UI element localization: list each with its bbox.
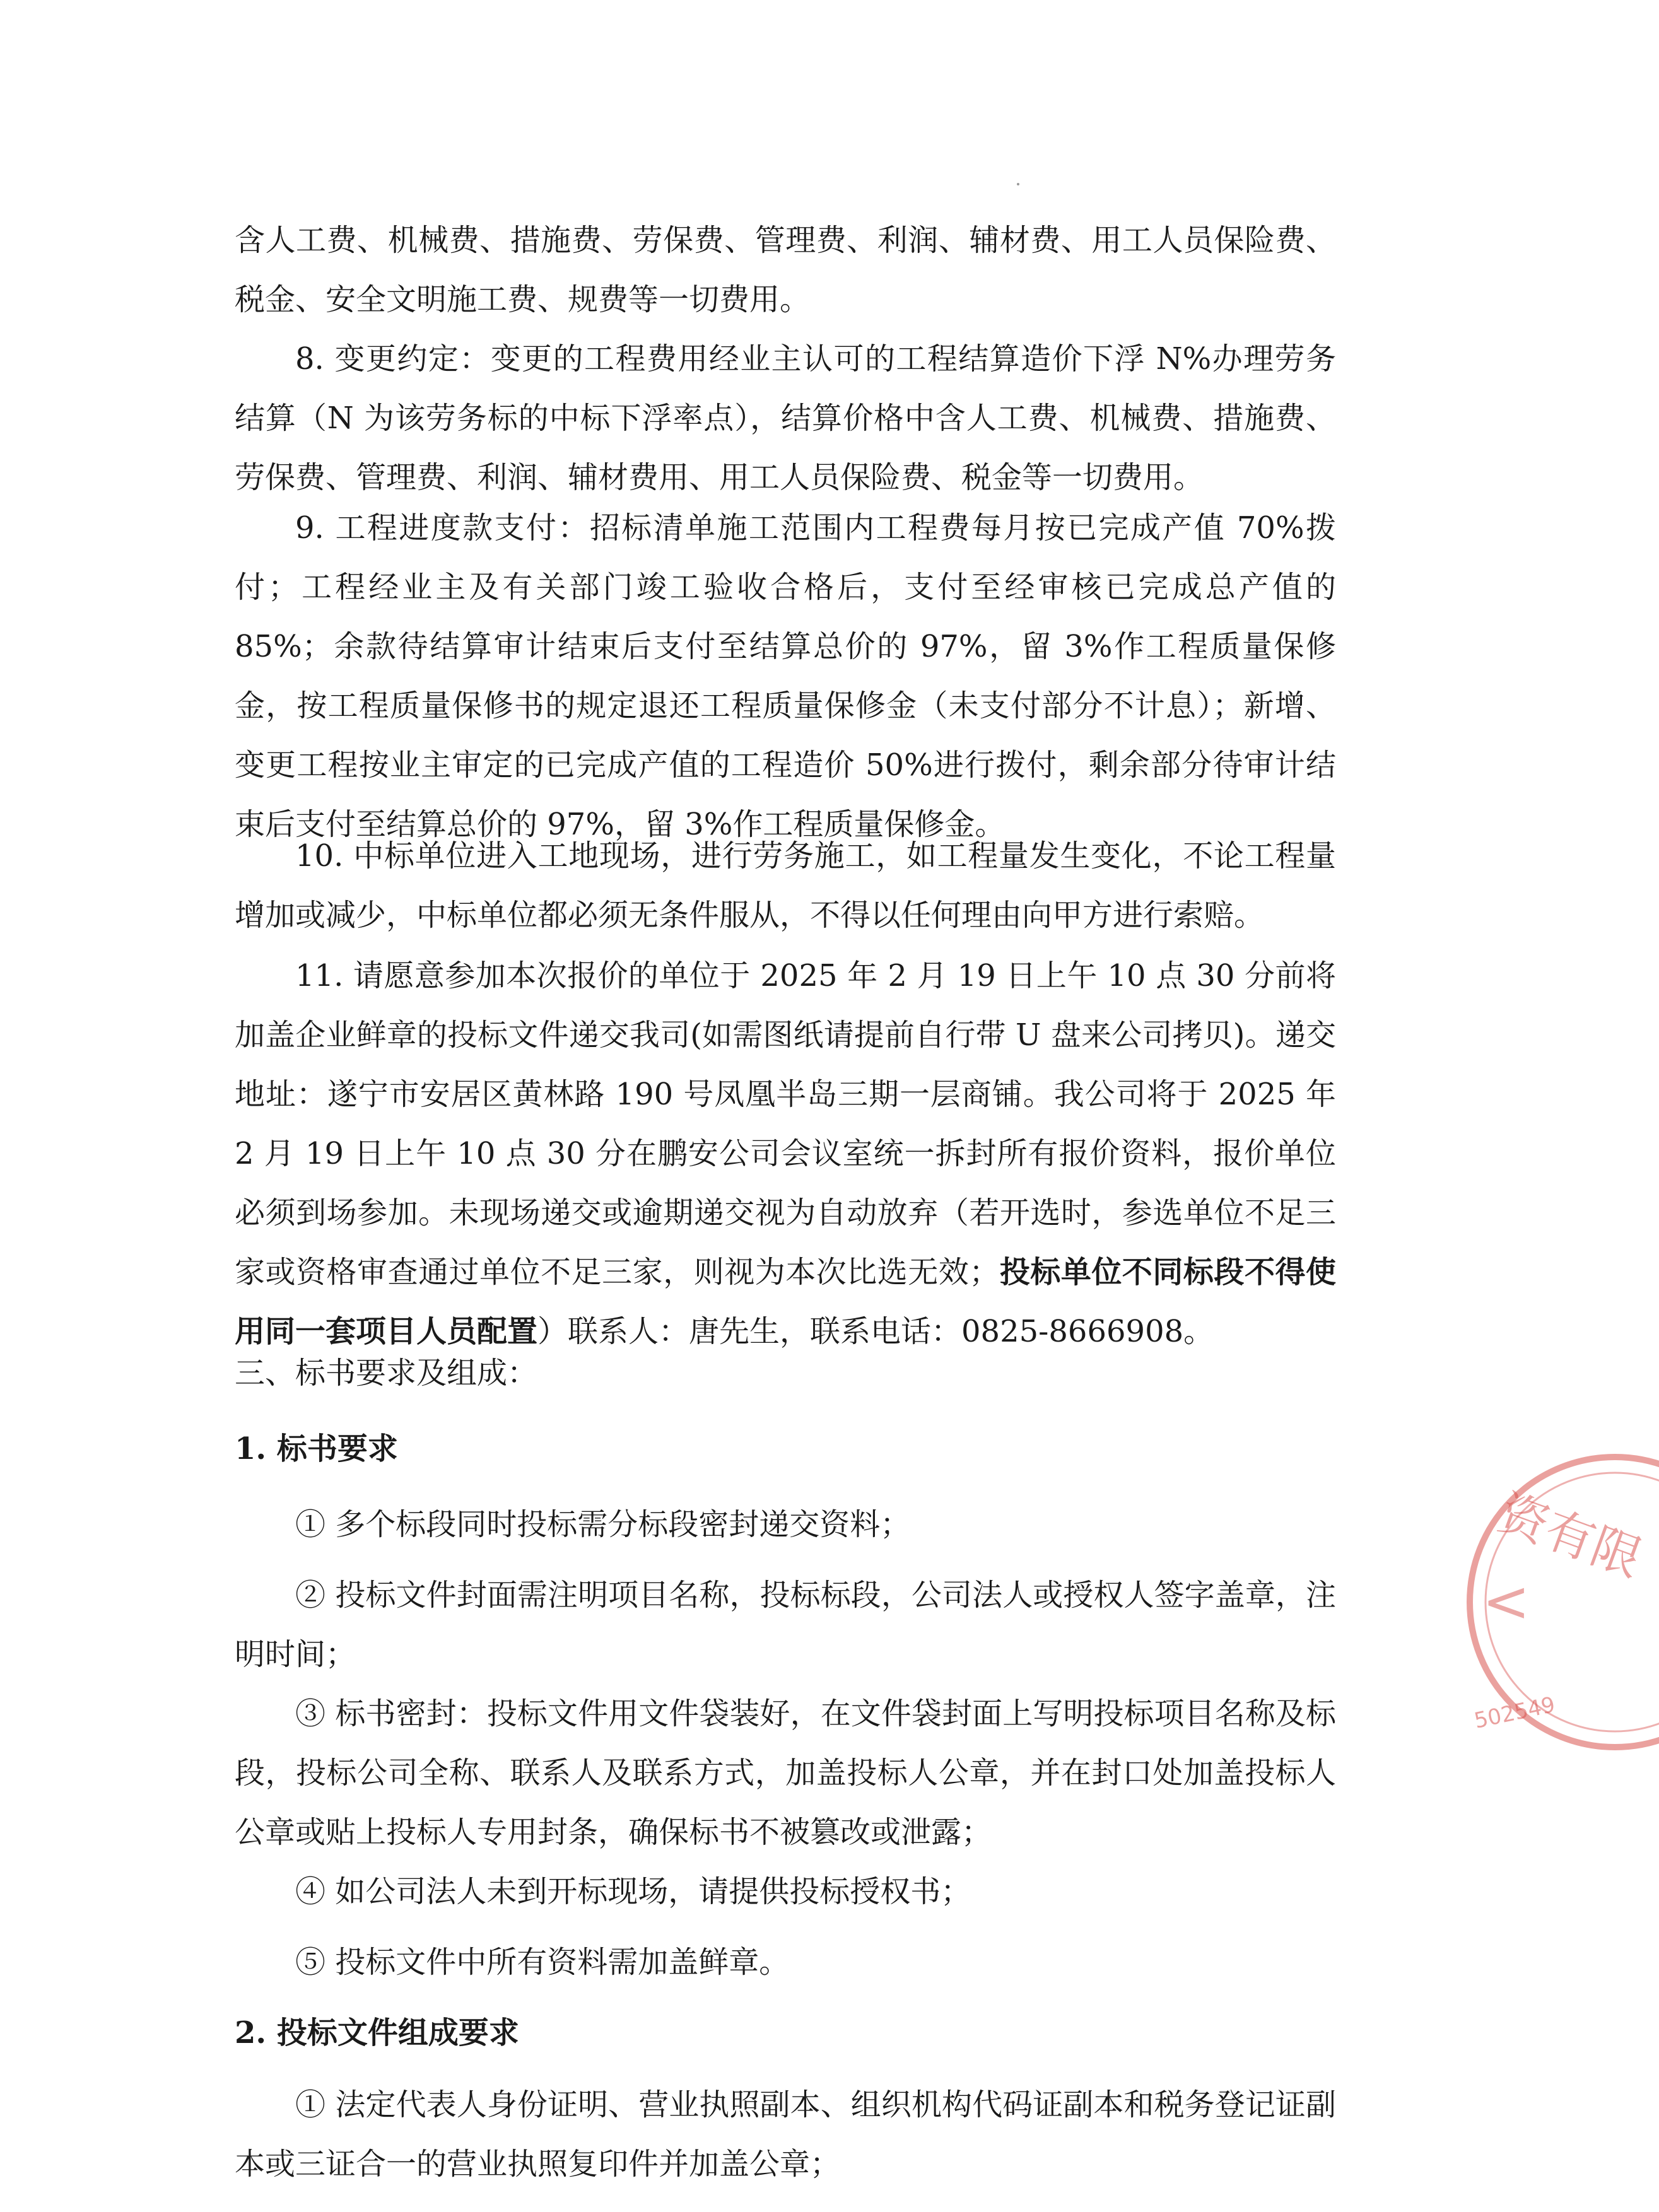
scan-speck: [1017, 183, 1019, 185]
requirement-2: ② 投标文件封面需注明项目名称，投标标段，公司法人或授权人签字盖章，注明时间；: [235, 1577, 1336, 1672]
composition-1: ① 法定代表人身份证明、营业执照副本、组织机构代码证副本和税务登记证副本或三证合一的营业执照复印件并加盖公章；: [235, 2087, 1336, 2182]
company-seal-stamp: [1470, 1425, 1659, 1779]
subsection-1-title: 1. 标书要求: [235, 1431, 398, 1466]
paragraph-11-contact: ）联系人：唐先生，联系电话：0825-8666908。: [537, 1314, 1214, 1349]
requirement-1: ① 多个标段同时投标需分标段密封递交资料；: [295, 1507, 911, 1542]
paragraph-11-bold-note: 投标单位不同标段不得使用同一套项目人员配置: [235, 1255, 1336, 1349]
requirement-4: ④ 如公司法人未到开标现场，请提供投标授权书；: [295, 1874, 971, 1909]
subsection-2-title: 2. 投标文件组成要求: [235, 2015, 519, 2051]
requirement-5: ⑤ 投标文件中所有资料需加盖鲜章。: [295, 1945, 790, 1980]
svg-text:<: <: [1482, 1569, 1530, 1635]
paragraph-8-change-agreement: 8. 变更约定：变更的工程费用经业主认可的工程结算造价下浮 N%办理劳务结算（N 为该劳务标的中标下浮率点），结算价格中含人工费、机械费、措施费、劳保费、管理费、利润、辅材费用、用工人员保险费、税金等一切费用。: [235, 341, 1336, 495]
svg-text:502549: 502549: [1472, 1692, 1557, 1734]
paragraph-10-bidder-entry: 10. 中标单位进入工地现场，进行劳务施工，如工程量发生变化，不论工程量增加或减少，中标单位都必须无条件服从，不得以任何理由向甲方进行索赔。: [235, 838, 1336, 933]
paragraph-9-progress-payment: 9. 工程进度款支付：招标清单施工范围内工程费每月按已完成产值 70%拨付；工程经业主及有关部门竣工验收合格后，支付至经审核已完成总产值的 85%；余款待结算审计结束后支付至结算总价的 97%，留 3%作工程质量保修金，按工程质量保修书的规定退还工程质量保修金（未支付部分不计息）；新增、变更工程按业主审定的已完成产值的工程造价 50%进行拨付，剩余部分待审计结束后支付至结算总价的 97%，留 3%作工程质量保修金。: [235, 510, 1336, 842]
section-3-title: 三、标书要求及组成：: [235, 1355, 538, 1391]
paragraph-fee-continuation: 含人工费、机械费、措施费、劳保费、管理费、利润、辅材费、用工人员保险费、税金、安全文明施工费、规费等一切费用。: [235, 223, 1336, 317]
paragraph-11-text: 11. 请愿意参加本次报价的单位于 2025 年 2 月 19 日上午 10 点 30 分前将加盖企业鲜章的投标文件递交我司(如需图纸请提前自行带 U 盘来公司拷贝)。递交地址：遂宁市安居区黄林路 190 号凤凰半岛三期一层商铺。我公司将于 2025 年 2 月 19 日上午 10 点 30 分在鹏安公司会议室统一拆封所有报价资料，报价单位必须到场参加。未现场递交或逾期递交视为自动放弃（若开选时，参选单位不足三家或资格审查通过单位不足三家，则视为本次比选无效；: [235, 958, 1336, 1290]
svg-text:资有限: 资有限: [1491, 1484, 1650, 1588]
paragraph-11-submission: [235, 946, 1336, 1361]
requirement-3: ③ 标书密封：投标文件用文件袋装好，在文件袋封面上写明投标项目名称及标段，投标公司全称、联系人及联系方式，加盖投标人公章，并在封口处加盖投标人公章或贴上投标人专用封条，确保标书不被篡改或泄露；: [235, 1696, 1336, 1850]
